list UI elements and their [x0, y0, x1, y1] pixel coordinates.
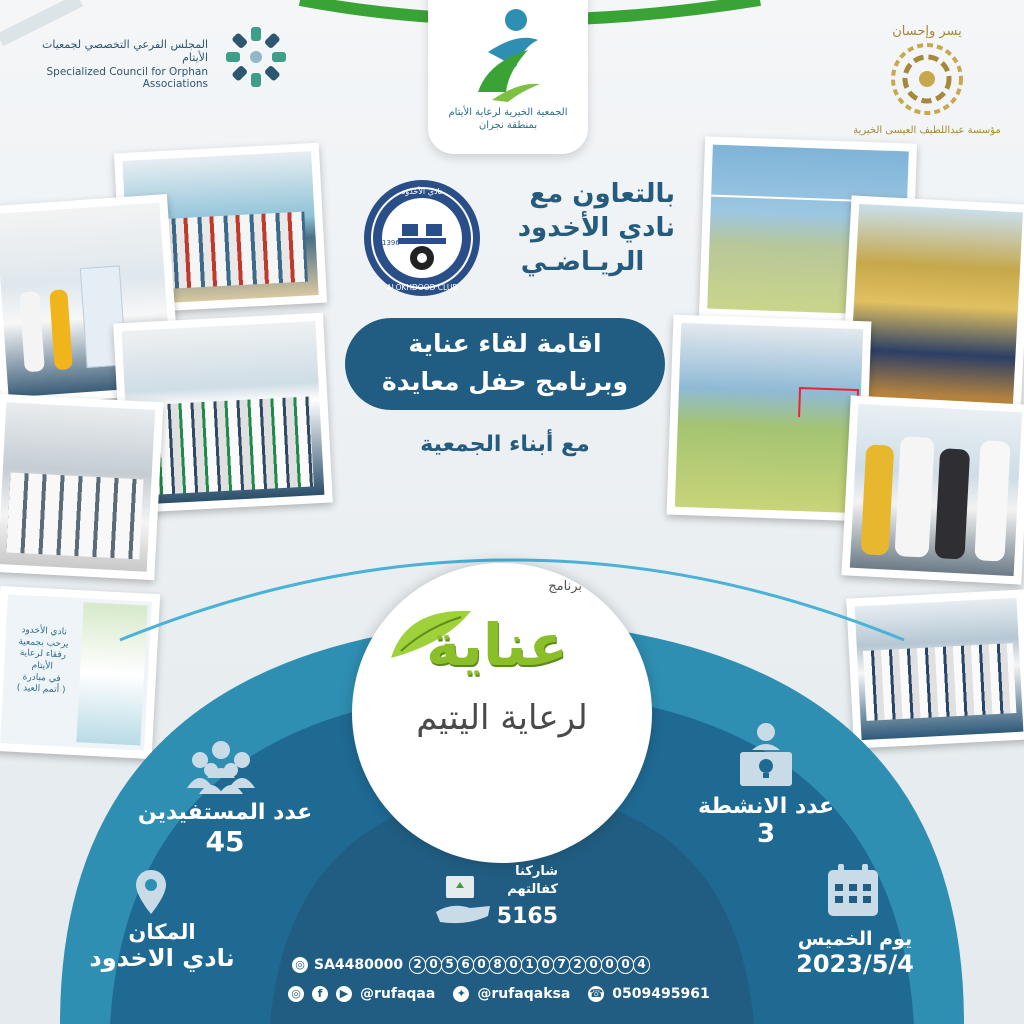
iban-digit: 0: [537, 956, 554, 974]
date-stat: [770, 928, 940, 978]
club-year: 1396: [382, 239, 400, 247]
iban-digit: 0: [585, 956, 602, 974]
collab-line-2: نادي الأخدود: [517, 212, 675, 243]
beneficiaries-value: 45: [205, 825, 245, 858]
banner-line-1: نادي الأخدود: [21, 625, 68, 638]
banner-line-5: ( أتمم العيد ): [16, 683, 66, 696]
iban-digits: [409, 956, 649, 974]
iban-digit: 0: [601, 956, 618, 974]
social-handle-1: @rufaqaa: [360, 986, 436, 1002]
event-line-1: اقامة لقاء عناية: [408, 329, 602, 358]
activities-stat: [676, 794, 856, 849]
foundation-tagline: يسر وإحسان: [892, 24, 962, 39]
iban-digit: 5: [441, 956, 458, 974]
place-value: نادي الاخدود: [89, 944, 235, 972]
banner-line-3: رفقاء لرعاية الأيتام: [19, 648, 67, 672]
iban-digit: 0: [505, 956, 522, 974]
activities-label: عدد الانشطة: [697, 794, 835, 819]
foundation-name: مؤسسة عبداللطيف العيسى الخيرية: [853, 125, 1001, 136]
twitter-icon: ✦: [453, 986, 469, 1002]
sponsor-line-1: شاركنا: [515, 864, 558, 879]
council-name-ar: المجلس الفرعي التخصصي لجمعيات الأيتام: [41, 38, 208, 64]
sponsor-line-2: كفالتهم: [507, 882, 558, 897]
association-name: الجمعية الخيرية لرعاية الأيتام بمنطقة نجران: [448, 107, 568, 131]
facebook-icon: f: [312, 986, 328, 1002]
iban-digit: 1: [521, 956, 538, 974]
collab-line-3: الريـاضـي: [520, 246, 645, 277]
iban-prefix: SA4480000: [314, 957, 404, 973]
presenter-idea-icon: [736, 720, 796, 788]
iban-digit: 0: [473, 956, 490, 974]
program-prefix: برنامج: [548, 579, 582, 594]
event-line-2: وبرنامج حفل معايدة: [381, 367, 629, 396]
banner-line-4: في مبادرة: [22, 671, 61, 684]
club-name-en: ALOKHDOOD CLUB: [386, 283, 458, 292]
iban-digit: 0: [617, 956, 634, 974]
collab-line-1: بالتعاون مع: [529, 179, 675, 209]
social-contacts: [288, 984, 728, 1004]
bank-iban: [292, 955, 732, 975]
social-handle-2: @rufaqaksa: [477, 986, 571, 1002]
program-subtitle: لرعاية اليتيم: [416, 698, 588, 738]
iban-digit: 7: [553, 956, 570, 974]
iban-digit: 2: [569, 956, 586, 974]
place-stat: [72, 920, 252, 972]
council-name-en: Specialized Council for Orphan Associations: [46, 66, 208, 90]
sponsor-number: 5165: [496, 904, 558, 929]
day-label: يوم الخميس: [797, 928, 913, 950]
club-name-ar: نادي الأخدود: [401, 187, 443, 196]
donation-hand-icon: [432, 868, 498, 934]
inaya-program-logo: [352, 563, 652, 863]
place-label: المكان: [128, 920, 196, 944]
program-name: عناية: [425, 611, 569, 679]
date-value: 2023/5/4: [796, 950, 914, 978]
bank-icon: ◎: [292, 957, 308, 973]
iban-digit: 4: [633, 956, 650, 974]
iban-digit: 8: [489, 956, 506, 974]
iban-digit: 6: [457, 956, 474, 974]
phone-number: 0509495961: [612, 986, 710, 1002]
iban-digit: 2: [409, 956, 426, 974]
calendar-icon: [826, 862, 880, 918]
instagram-icon: ◎: [288, 986, 304, 1002]
banner-line-2: يرحب بجمعية: [18, 636, 69, 650]
location-pin-icon: [134, 868, 168, 918]
event-audience: مع أبناء الجمعية: [420, 432, 590, 457]
beneficiaries-label: عدد المستفيدين: [137, 800, 313, 825]
people-group-icon: [184, 738, 258, 794]
beneficiaries-stat: [130, 800, 320, 858]
activities-value: 3: [756, 819, 776, 849]
iban-digit: 0: [425, 956, 442, 974]
youtube-icon: ▶: [336, 986, 352, 1002]
phone-icon: ☎: [589, 987, 604, 1000]
